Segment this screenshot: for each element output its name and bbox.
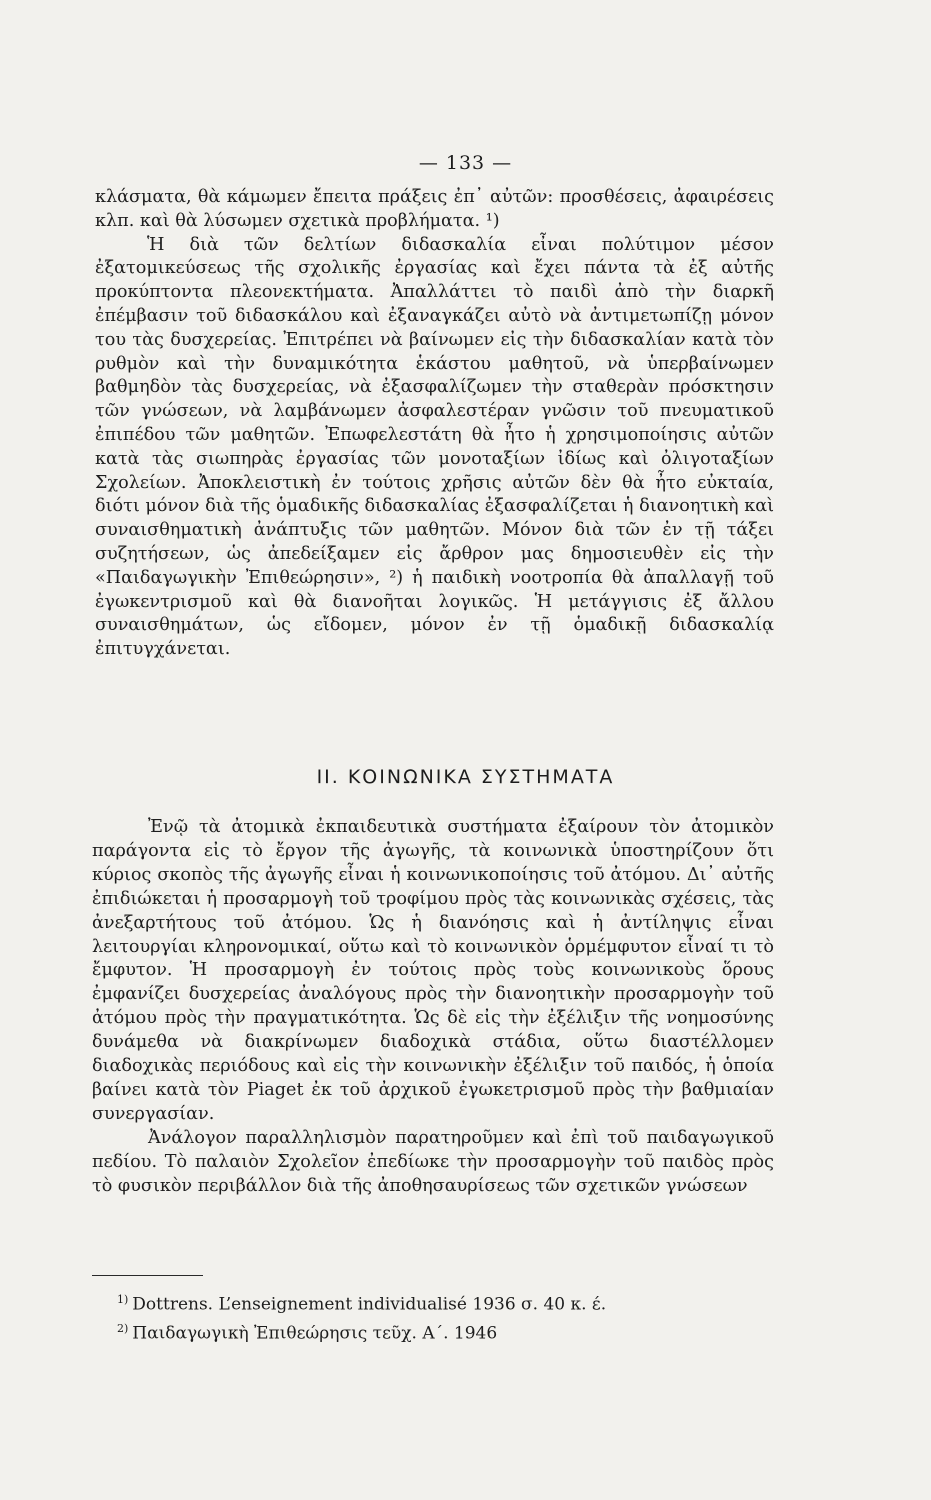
- footnotes: [117, 1288, 757, 1345]
- footnote-text: Παιδαγωγικὴ Ἐπιθεώρησις τεῦχ. Α΄. 1946: [132, 1323, 498, 1344]
- section-heading: ΙΙ. ΚΟΙΝΩΝΙΚΑ ΣΥΣΤΗΜΑΤΑ: [316, 766, 615, 788]
- paragraph: Ἐνῷ τὰ ἀτομικὰ ἐκπαιδευτικὰ συστήματα ἐξαίρουν τὸν ἀτομικὸν παράγοντα εἰς τὸ ἔργον τῆς ἀγωγῆς, τὰ κοινωνικὰ ὑποστηρίζουν ὅτι κύριος σκοπὸς τῆς ἀγωγῆς εἶναι ἡ κοινωνικοποίησις τοῦ ἀτόμου. Δι᾽ αὐτῆς ἐπιδιώκεται ἡ προσαρμογὴ τοῦ τροφίμου πρὸς τὰς κοινωνικὰς σχέσεις, τὰς ἀνεξαρτήτους τοῦ ἀτόμου. Ὡς ἡ διανόησις καὶ ἡ ἀντίληψις εἶναι λειτουργίαι κληρονομικαί, οὕτω καὶ τὸ κοινωνικὸν ὁρμέμφυτον εἶναί τι τὸ ἔμφυτον. Ἡ προσαρμογὴ ἐν τούτοις πρὸς τοὺς κοινωνικοὺς ὅρους ἐμφανίζει δυσχερείας ἀναλόγους πρὸς τὴν διανοητικὴν προσαρμογὴν τοῦ ἀτόμου πρὸς τὴν πραγματικότητα. Ὡς δὲ εἰς τὴν ἐξέλιξιν τῆς νοημοσύνης δυνάμεθα νὰ διακρίνωμεν διαδοχικὰ στάδια, οὕτω διαστέλλομεν διαδοχικὰς περιόδους καὶ εἰς τὴν κοινωνικὴν ἐξέλιξιν τοῦ παιδός, ἡ ὁποία βαίνει κατὰ τὸν Piaget ἐκ τοῦ ἀρχικοῦ ἐγωκετρισμοῦ πρὸς τὴν βαθμιαίαν συνεργασίαν.: [92, 817, 774, 1124]
- body-text-block-1: [95, 186, 774, 662]
- footnote-mark: 1): [117, 1293, 129, 1306]
- page-number: — 133 —: [418, 152, 513, 174]
- footnote-divider: [92, 1275, 203, 1276]
- paragraph: Ἡ διὰ τῶν δελτίων διδασκαλία εἶναι πολύτιμον μέσον ἐξατομικεύσεως τῆς σχολικῆς ἐργασίας καὶ ἔχει πάντα τὰ ἐξ αὐτῆς προκύπτοντα πλεονεκτήματα. Ἀπαλλάττει τὸ παιδὶ ἀπὸ τὴν διαρκῆ ἐπέμβασιν τοῦ διδασκάλου καὶ ἐξαναγκάζει αὐτὸ νὰ ἀντιμετωπίζῃ μόνον του τὰς δυσχερείας. Ἐπιτρέπει νὰ βαίνωμεν εἰς τὴν διδασκαλίαν κατὰ τὸν ρυθμὸν καὶ τὴν δυναμικότητα ἑκάστου μαθητοῦ, νὰ ὑπερβαίνωμεν βαθμηδὸν τὰς δυσχερείας, νὰ ἐξασφαλίζωμεν τὴν σταθερὰν πρόσκτησιν τῶν γνώσεων, νὰ λαμβάνωμεν ἀσφαλεστέραν γνῶσιν τοῦ πνευματικοῦ ἐπιπέδου τῶν μαθητῶν. Ἐπωφελεστάτη θὰ ἦτο ἡ χρησιμοποίησις αὐτῶν κατὰ τὰς σιωπηρὰς ἐργασίας τῶν μονοταξίων ἰδίως καὶ ὀλιγοταξίων Σχολείων. Ἀποκλειστικὴ ἐν τούτοις χρῆσις αὐτῶν δὲν θὰ ἦτο εὐκταία, διότι μόνον διὰ τῆς ὁμαδικῆς διδασκαλίας ἐξασφαλίζεται ἡ διανοητικὴ καὶ συναισθηματικὴ ἀνάπτυξις τῶν μαθητῶν. Μόνον διὰ τῶν ἐν τῇ τάξει συζητήσεων, ὡς ἀπεδείξαμεν εἰς ἄρθρον μας δημοσιευθὲν εἰς τὴν «Παιδαγωγικὴν Ἐπιθεώρησιν», ²) ἡ παιδικὴ νοοτροπία θὰ ἀπαλλαγῇ τοῦ ἐγωκεντρισμοῦ καὶ θὰ διανοῆται λογικῶς. Ἡ μετάγγισις ἐξ ἄλλου συναισθημάτων, ὡς εἴδομεν, μόνον ἐν τῇ ὁμαδικῇ διδασκαλίᾳ ἐπιτυγχάνεται.: [95, 234, 774, 660]
- body-text-block-2: [92, 816, 774, 1199]
- paragraph: κλάσματα, θὰ κάμωμεν ἔπειτα πράξεις ἐπ᾽ αὐτῶν: προσθέσεις, ἀφαιρέσεις κλπ. καὶ θὰ λύσωμεν σχετικὰ προβλήματα. ¹): [95, 187, 774, 231]
- footnote-1: [117, 1288, 757, 1317]
- footnote-mark: 2): [117, 1321, 129, 1335]
- footnote-text: Dottrens. L’enseignement individualisé 1936 σ. 40 κ. έ.: [132, 1294, 607, 1315]
- footnote-2: [117, 1317, 757, 1346]
- paragraph: Ἀνάλογον παραλληλισμὸν παρατηροῦμεν καὶ ἐπὶ τοῦ παιδαγωγικοῦ πεδίου. Τὸ παλαιὸν Σχολεῖον ἐπεδίωκε τὴν προσαρμογὴν τοῦ παιδὸς πρὸς τὸ φυσικὸν περιβάλλον διὰ τῆς ἀποθησαυρίσεως τῶν σχετικῶν γνώσεων: [92, 1127, 774, 1196]
